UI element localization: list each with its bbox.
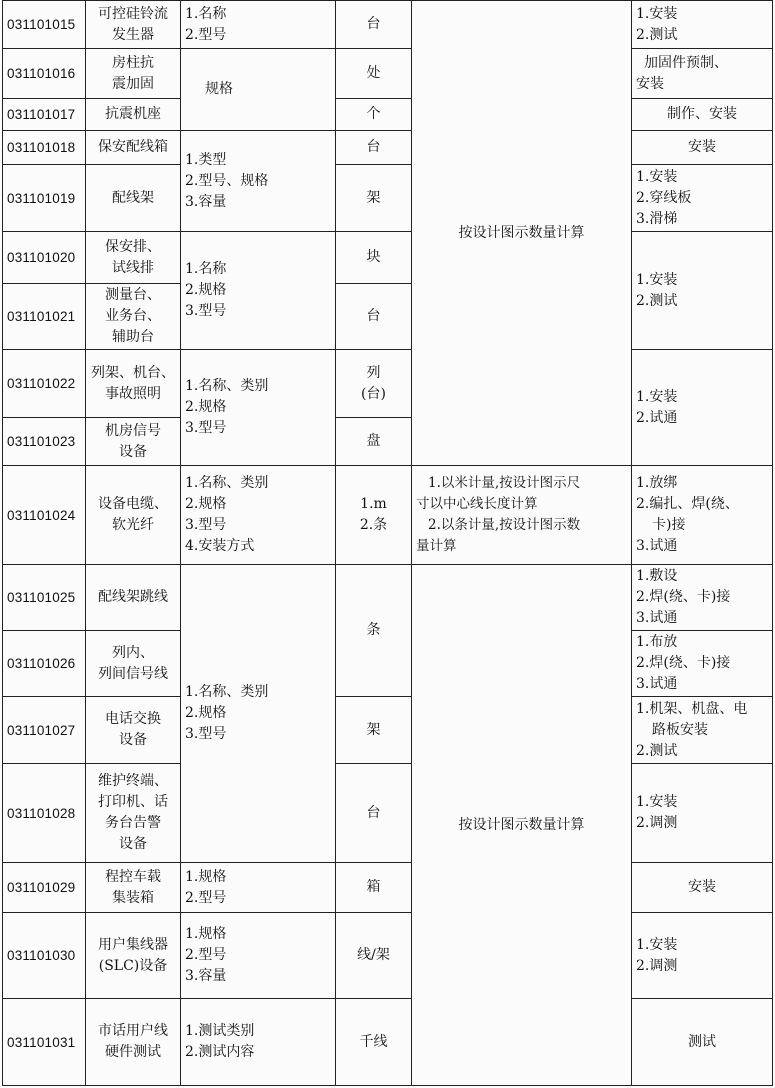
table-row xyxy=(3,913,773,999)
project-features: 1.名称、类别 2.规格 3.型号 xyxy=(181,565,336,863)
project-code: 031101017 xyxy=(3,99,86,131)
unit: 台 xyxy=(336,764,412,863)
table-row xyxy=(3,565,773,631)
project-name: 用户集线器 (SLC)设备 xyxy=(86,913,181,999)
project-code: 031101023 xyxy=(3,418,86,466)
project-name: 配线架 xyxy=(86,165,181,232)
quantity-rule: 1.以米计量,按设计图示尺 寸以中心线长度计算 2.以条计量,按设计图示数 量计算 xyxy=(412,466,632,565)
project-code: 031101019 xyxy=(3,165,86,232)
unit: 箱 xyxy=(336,863,412,913)
project-code: 031101027 xyxy=(3,697,86,764)
project-name: 配线架跳线 xyxy=(86,565,181,631)
project-name: 列内、 列间信号线 xyxy=(86,631,181,697)
unit: 个 xyxy=(336,99,412,131)
project-name: 房柱抗 震加固 xyxy=(86,49,181,99)
work-content: 制作、安装 xyxy=(632,99,773,131)
quantity-rule: 按设计图示数量计算 xyxy=(412,565,632,1086)
work-content: 安装 xyxy=(632,863,773,913)
work-content: 1.布放 2.焊(绕、卡)接 3.试通 xyxy=(632,631,773,697)
table-row xyxy=(3,131,773,165)
project-code: 031101030 xyxy=(3,913,86,999)
project-code: 031101016 xyxy=(3,49,86,99)
project-features: 1.规格 2.型号 3.容量 xyxy=(181,913,336,999)
table-row xyxy=(3,165,773,232)
project-features: 规格 xyxy=(181,49,336,131)
unit: 条 xyxy=(336,565,412,697)
unit: 架 xyxy=(336,697,412,764)
table-row xyxy=(3,1,773,49)
unit: 盘 xyxy=(336,418,412,466)
project-name: 维护终端、 打印机、话 务台告警 设备 xyxy=(86,764,181,863)
quantity-rule: 按设计图示数量计算 xyxy=(412,1,632,466)
project-code: 031101026 xyxy=(3,631,86,697)
project-name: 程控车载 集装箱 xyxy=(86,863,181,913)
project-features: 1.规格 2.型号 xyxy=(181,863,336,913)
project-features: 1.名称、类别 2.规格 3.型号 4.安装方式 xyxy=(181,466,336,565)
table-row xyxy=(3,99,773,131)
work-content: 1.安装 2.测试 xyxy=(632,1,773,49)
work-content: 安装 xyxy=(632,131,773,165)
bill-of-quantities-table xyxy=(2,0,773,1086)
project-code: 031101029 xyxy=(3,863,86,913)
table-row xyxy=(3,863,773,913)
work-content: 1.安装 2.试通 xyxy=(632,350,773,466)
unit: 台 xyxy=(336,131,412,165)
project-features: 1.测试类别 2.测试内容 xyxy=(181,999,336,1086)
unit: 块 xyxy=(336,232,412,284)
unit: 台 xyxy=(336,1,412,49)
unit: 台 xyxy=(336,284,412,350)
table-row xyxy=(3,350,773,418)
project-features: 1.名称 2.型号 xyxy=(181,1,336,49)
work-content: 测试 xyxy=(632,999,773,1086)
table-row xyxy=(3,764,773,863)
project-features: 1.名称 2.规格 3.型号 xyxy=(181,232,336,350)
project-name: 市话用户线 硬件测试 xyxy=(86,999,181,1086)
project-name: 可控硅铃流 发生器 xyxy=(86,1,181,49)
work-content: 1.敷设 2.焊(绕、卡)接 3.试通 xyxy=(632,565,773,631)
work-content: 1.机架、机盘、电 路板安装 2.测试 xyxy=(632,697,773,764)
project-code: 031101021 xyxy=(3,284,86,350)
project-name: 保安配线箱 xyxy=(86,131,181,165)
project-code: 031101020 xyxy=(3,232,86,284)
project-code: 031101024 xyxy=(3,466,86,565)
project-features: 1.类型 2.型号、规格 3.容量 xyxy=(181,131,336,232)
unit: 1.m 2.条 xyxy=(336,466,412,565)
table-row xyxy=(3,232,773,284)
unit: 线/架 xyxy=(336,913,412,999)
work-content: 1.放绑 2.编扎、焊(绕、 卡)接 3.试通 xyxy=(632,466,773,565)
project-name: 电话交换 设备 xyxy=(86,697,181,764)
work-content: 加固件预制、 安装 xyxy=(632,49,773,99)
project-code: 031101015 xyxy=(3,1,86,49)
unit: 千线 xyxy=(336,999,412,1086)
project-features: 1.名称、类别 2.规格 3.型号 xyxy=(181,350,336,466)
table-row xyxy=(3,466,773,565)
work-content: 1.安装 2.调测 xyxy=(632,764,773,863)
unit: 处 xyxy=(336,49,412,99)
project-name: 机房信号 设备 xyxy=(86,418,181,466)
unit: 列 (台) xyxy=(336,350,412,418)
project-name: 抗震机座 xyxy=(86,99,181,131)
work-content: 1.安装 2.穿线板 3.滑梯 xyxy=(632,165,773,232)
table-row xyxy=(3,697,773,764)
project-code: 031101025 xyxy=(3,565,86,631)
work-content: 1.安装 2.测试 xyxy=(632,232,773,350)
work-content: 1.安装 2.调测 xyxy=(632,913,773,999)
project-name: 设备电缆、 软光纤 xyxy=(86,466,181,565)
project-code: 031101031 xyxy=(3,999,86,1086)
project-name: 列架、机台、 事故照明 xyxy=(86,350,181,418)
project-code: 031101028 xyxy=(3,764,86,863)
project-name: 保安排、 试线排 xyxy=(86,232,181,284)
project-name: 测量台、 业务台、 辅助台 xyxy=(86,284,181,350)
project-code: 031101018 xyxy=(3,131,86,165)
unit: 架 xyxy=(336,165,412,232)
table-row xyxy=(3,999,773,1086)
project-code: 031101022 xyxy=(3,350,86,418)
table-row xyxy=(3,49,773,99)
